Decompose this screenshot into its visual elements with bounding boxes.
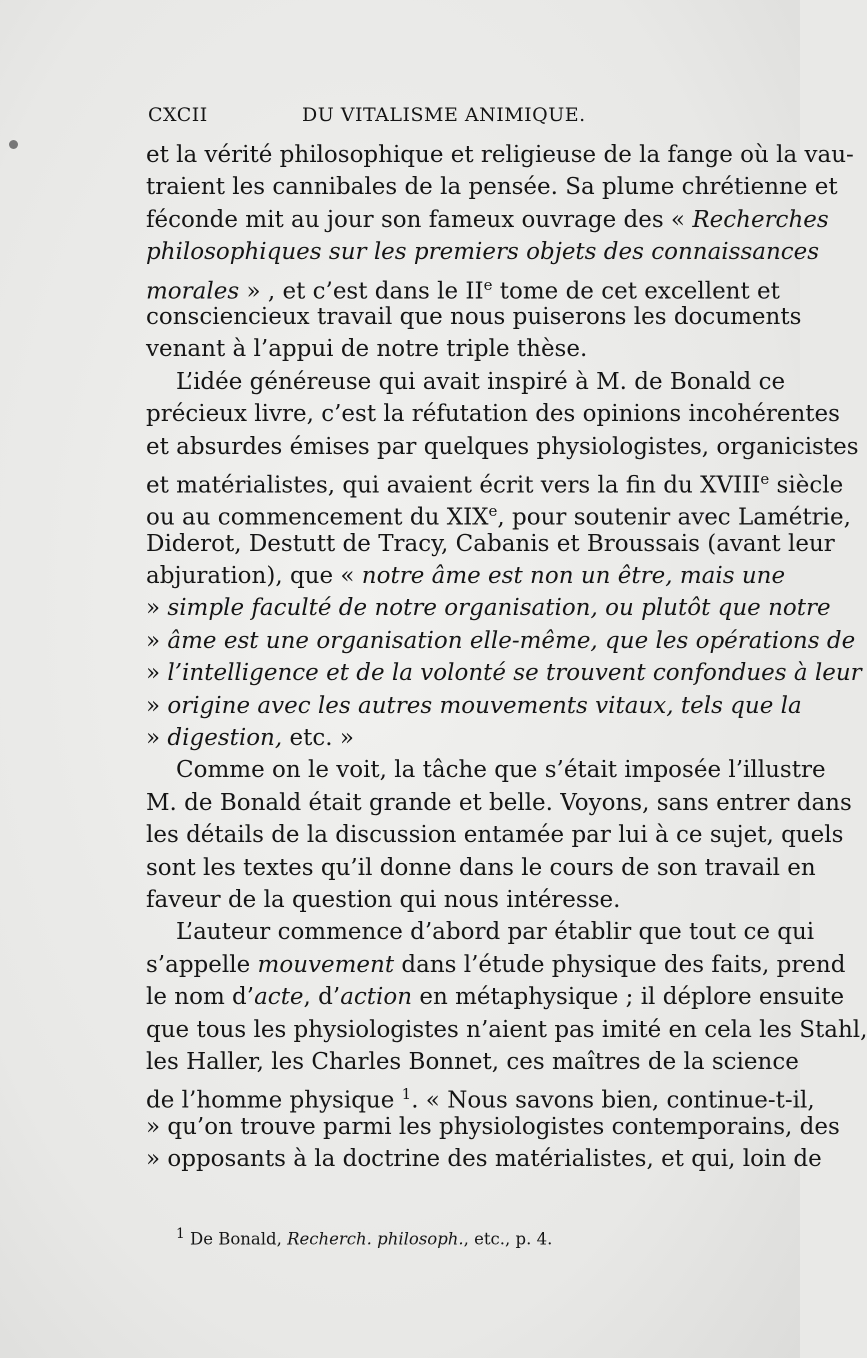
text-segment: traient les cannibales de la pensée. Sa plume chrétienne et	[146, 174, 838, 201]
text-segment: mouvement	[257, 951, 395, 978]
footnote-marker: 1	[176, 1226, 185, 1242]
text-segment: s’appelle	[146, 951, 258, 978]
text-line	[146, 690, 802, 722]
text-line	[146, 269, 780, 305]
text-segment: précieux livre, c’est la réfutation des opinions incohérentes	[146, 401, 840, 428]
text-segment: âme est une organisation elle-même, que les opérations de	[167, 627, 856, 654]
text-line	[146, 852, 816, 884]
text-line	[146, 398, 840, 430]
text-line	[146, 431, 859, 463]
text-segment: »	[146, 692, 168, 719]
text-line	[146, 787, 852, 819]
text-segment: venant à l’appui de notre triple thèse.	[146, 336, 588, 363]
text-segment: siècle	[769, 472, 844, 499]
text-line	[146, 1143, 822, 1175]
ink-speck	[9, 140, 18, 149]
text-segment: digestion,	[167, 725, 283, 752]
text-segment: L’auteur commence d’abord par établir que tout ce qui	[176, 919, 815, 946]
text-line	[146, 560, 786, 592]
text-segment: en métaphysique ; il déplore ensuite	[412, 984, 845, 1011]
body-text	[146, 139, 867, 1176]
text-segment: et matérialistes, qui avaient écrit vers la fin du XVIII	[146, 472, 761, 499]
text-segment: »	[146, 595, 168, 622]
text-line	[146, 1014, 867, 1046]
text-segment: Comme on le voit, la tâche que s’était imposée l’illustre	[176, 757, 826, 784]
text-line	[146, 366, 786, 398]
text-segment: les détails de la discussion entamée par lui à ce sujet, quels	[146, 822, 844, 849]
text-segment: de l’homme physique	[146, 1087, 402, 1114]
text-line	[146, 1078, 815, 1114]
text-line	[146, 981, 845, 1013]
text-line	[146, 949, 846, 981]
text-segment: »	[146, 627, 168, 654]
text-segment: » , et c’est dans le II	[239, 278, 484, 305]
superscript: e	[760, 469, 770, 488]
text-segment: et absurdes émises par quelques physiologistes, organicistes	[146, 433, 859, 460]
text-segment: » qu’on trouve parmi les physiologistes contemporains, des	[146, 1113, 840, 1140]
text-segment: féconde mit au jour son fameux ouvrage des «	[146, 206, 693, 233]
text-segment: philosophiques sur les premiers objets des connaissances	[146, 239, 820, 266]
text-line	[146, 528, 835, 560]
text-segment: Diderot, Destutt de Tracy, Cabanis et Broussais (avant leur	[146, 530, 835, 557]
text-segment: tome de cet excellent et	[492, 278, 780, 305]
text-line	[146, 754, 826, 786]
superscript: 1	[401, 1085, 412, 1104]
superscript: e	[483, 275, 493, 294]
text-segment: simple faculté de notre organisation, ou plutôt que notre	[167, 595, 831, 622]
text-segment: abjuration), que «	[146, 563, 362, 590]
text-line	[146, 1046, 799, 1078]
text-segment: notre âme est non un être, mais une	[361, 563, 786, 590]
text-line	[146, 592, 831, 624]
page-number: CXCII	[148, 104, 208, 126]
text-segment: »	[146, 660, 168, 687]
text-segment: les Haller, les Charles Bonnet, ces maîtres de la science	[146, 1048, 799, 1075]
footnote-rest: , etc., p. 4.	[463, 1229, 553, 1249]
superscript: e	[488, 502, 498, 521]
running-title: DU VITALISME ANIMIQUE.	[302, 104, 586, 126]
text-segment: M. de Bonald était grande et belle. Voyons, sans entrer dans	[146, 789, 852, 816]
text-segment: le nom d’	[146, 984, 255, 1011]
text-line	[146, 139, 854, 171]
text-segment: morales	[146, 278, 240, 305]
text-segment: etc. »	[282, 725, 354, 752]
text-line	[146, 204, 829, 236]
text-segment: consciencieux travail que nous puiserons les documents	[146, 303, 802, 330]
text-segment: . « Nous savons bien, continue-t-il,	[411, 1087, 815, 1114]
text-line	[146, 625, 856, 657]
text-line	[146, 301, 802, 333]
text-line	[146, 236, 820, 268]
text-line	[146, 722, 764, 754]
text-line	[146, 1111, 840, 1143]
text-segment: , d’	[303, 984, 341, 1011]
text-line	[146, 171, 838, 203]
text-segment: acte	[254, 984, 304, 1011]
text-segment: , pour soutenir avec Lamétrie,	[497, 504, 851, 531]
text-segment: dans l’étude physique des faits, prend	[394, 951, 846, 978]
footnote-italic: Recherch. philosoph.	[287, 1229, 464, 1249]
text-segment: action	[340, 984, 413, 1011]
text-segment: que tous les physiologistes n’aient pas imité en cela les Stahl,	[146, 1016, 867, 1043]
text-line	[146, 884, 764, 916]
text-segment: faveur de la question qui nous intéresse.	[146, 886, 621, 913]
text-segment: » opposants à la doctrine des matérialistes, et qui, loin de	[146, 1146, 822, 1173]
text-segment: l’intelligence et de la volonté se trouvent confondues à leur	[167, 660, 862, 687]
text-line	[146, 463, 844, 499]
text-segment: L’idée généreuse qui avait inspiré à M. de Bonald ce	[176, 368, 786, 395]
text-segment: Recherches	[692, 206, 829, 233]
text-segment: sont les textes qu’il donne dans le cours de son travail en	[146, 854, 816, 881]
footnote	[176, 1226, 552, 1249]
text-segment: et la vérité philosophique et religieuse de la fange où la vau-	[146, 142, 854, 168]
text-line	[146, 333, 764, 365]
text-line	[146, 916, 815, 948]
text-segment: »	[146, 725, 168, 752]
text-line	[146, 657, 862, 689]
text-line	[146, 819, 844, 851]
text-segment: ou au commencement du XIX	[146, 504, 489, 531]
text-segment: origine avec les autres mouvements vitaux, tels que la	[167, 692, 802, 719]
text-line	[146, 495, 851, 531]
footnote-text: De Bonald,	[184, 1229, 288, 1249]
